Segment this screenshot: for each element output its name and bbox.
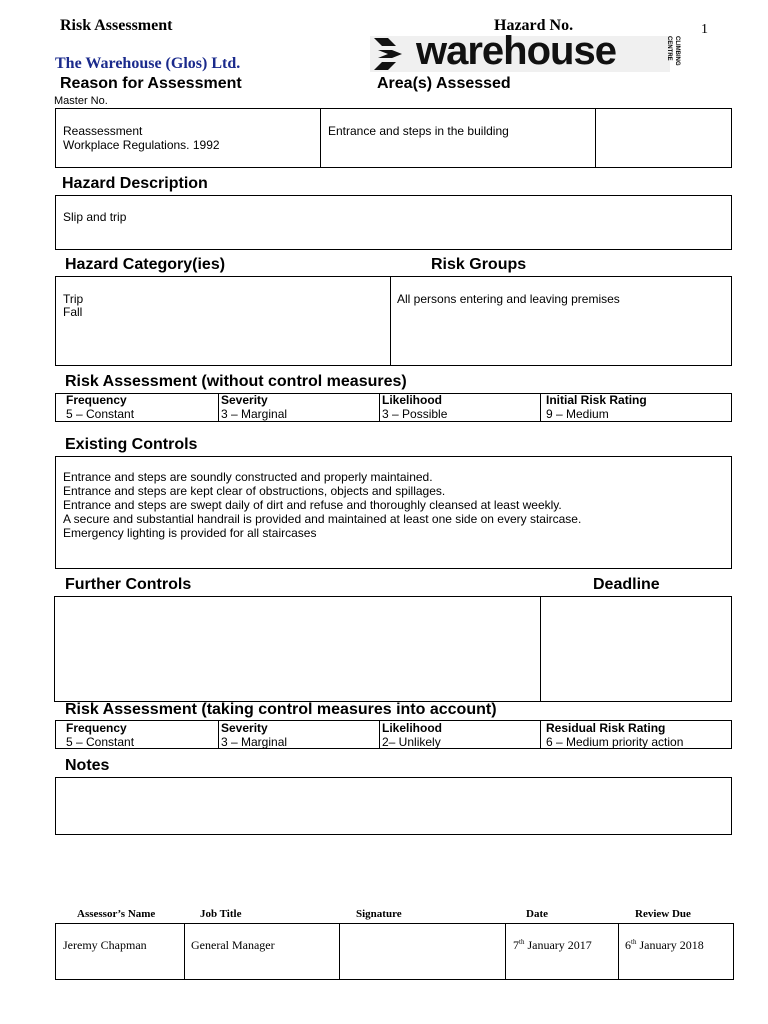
notes-heading: Notes (65, 757, 110, 774)
date-value: 7th January 2017 (513, 938, 592, 952)
reason-heading: Reason for Assessment (60, 75, 242, 92)
reason-line-1: Reassessment (63, 124, 143, 138)
assessor-name-value: Jeremy Chapman (63, 938, 147, 952)
company-name: The Warehouse (Glos) Ltd. (55, 55, 241, 72)
severity-label: Severity (221, 721, 268, 735)
hazard-category-line-2: Fall (63, 305, 83, 319)
risk-groups-value: All persons entering and leaving premises (397, 292, 620, 306)
notes-box (55, 777, 732, 835)
hazard-category-line-1: Trip (63, 292, 84, 306)
logo-subtext: CLIMBING CENTRE (666, 36, 680, 66)
hazard-description-value: Slip and trip (63, 210, 127, 224)
deadline-heading: Deadline (593, 576, 660, 593)
severity-value: 3 – Marginal (221, 407, 288, 421)
likelihood-label: Likelihood (382, 721, 442, 735)
warehouse-logo (370, 29, 688, 73)
likelihood-value: 2– Unlikely (382, 735, 441, 749)
existing-controls-box (55, 456, 732, 569)
frequency-label: Frequency (66, 721, 127, 735)
existing-control-line: Emergency lighting is provided for all staircases (63, 526, 317, 540)
logo-wordmark: warehouse (416, 29, 616, 73)
assessor-name-label: Assessor’s Name (77, 908, 156, 920)
area-value: Entrance and steps in the building (328, 124, 509, 138)
document-title: Risk Assessment (60, 17, 173, 34)
further-controls-heading: Further Controls (65, 576, 192, 593)
hazard-category-box (55, 276, 732, 366)
severity-label: Severity (221, 393, 268, 407)
date-label: Date (526, 908, 548, 920)
reason-line-2: Workplace Regulations. 1992 (63, 138, 220, 152)
hazard-no-label: Hazard No. (494, 17, 574, 34)
likelihood-label: Likelihood (382, 393, 442, 407)
existing-control-line: Entrance and steps are swept daily of dirt and refuse and thoroughly cleansed at least weekly. (63, 498, 562, 512)
signature-label: Signature (356, 908, 402, 920)
signoff-table (55, 923, 734, 980)
likelihood-value: 3 – Possible (382, 407, 448, 421)
initial-rating-label: Initial Risk Rating (546, 393, 647, 407)
job-title-value: General Manager (191, 938, 275, 952)
review-due-value: 6th January 2018 (625, 938, 704, 952)
page-number: 1 (701, 22, 708, 37)
frequency-value: 5 – Constant (66, 407, 135, 421)
hazard-category-heading: Hazard Category(ies) (65, 256, 226, 273)
further-controls-box (54, 596, 732, 702)
risk-groups-heading: Risk Groups (431, 256, 527, 273)
risk-with-table (55, 720, 732, 749)
initial-rating-value: 9 – Medium (546, 407, 609, 421)
risk-with-heading: Risk Assessment (taking control measures into account) (65, 701, 497, 718)
risk-without-table (55, 393, 732, 422)
hazard-description-box (55, 195, 732, 250)
severity-value: 3 – Marginal (221, 735, 288, 749)
existing-control-line: Entrance and steps are soundly constructed and properly maintained. (63, 470, 433, 484)
reason-area-box (55, 108, 732, 168)
frequency-value: 5 – Constant (66, 735, 135, 749)
master-no-label: Master No. (54, 95, 108, 107)
logo-chevron-icon (374, 38, 412, 70)
existing-controls-heading: Existing Controls (65, 436, 198, 453)
residual-rating-label: Residual Risk Rating (546, 721, 666, 735)
area-heading: Area(s) Assessed (377, 75, 511, 92)
risk-without-heading: Risk Assessment (without control measures) (65, 373, 407, 390)
frequency-label: Frequency (66, 393, 127, 407)
review-due-label: Review Due (635, 908, 691, 920)
existing-control-line: Entrance and steps are kept clear of obstructions, objects and spillages. (63, 484, 446, 498)
residual-rating-value: 6 – Medium priority action (546, 735, 684, 749)
job-title-label: Job Title (200, 908, 242, 920)
hazard-description-heading: Hazard Description (62, 175, 208, 192)
existing-control-line: A secure and substantial handrail is provided and maintained at least one side on every staircase. (63, 512, 582, 526)
